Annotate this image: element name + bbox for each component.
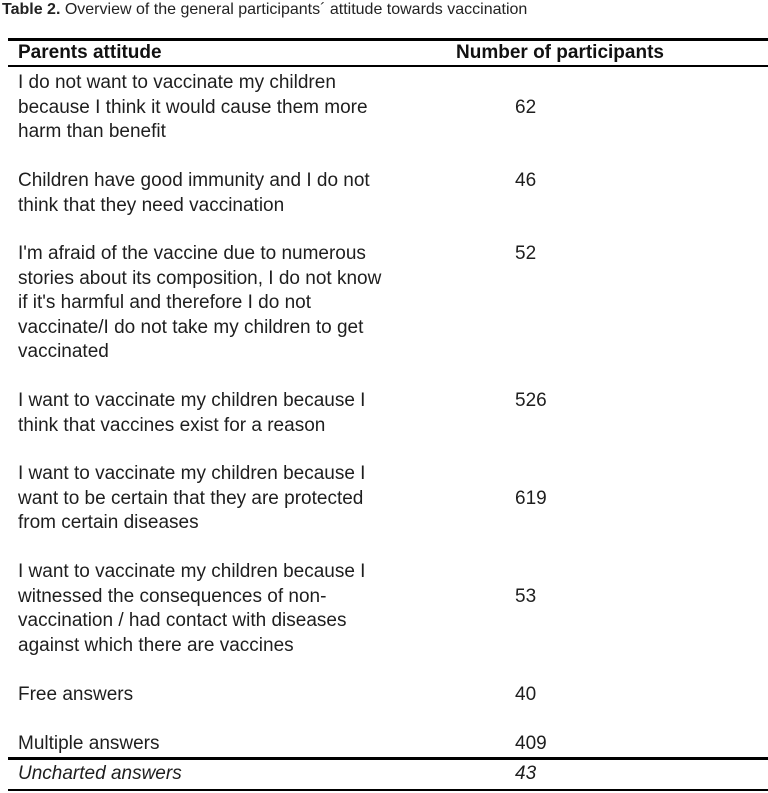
table-row-attitude: I'm afraid of the vaccine due to numerous stories about its composition, I do not know if it's harmful and therefore I do not vaccinate/I do not take my children to get vaccinated [18,243,382,362]
table-header-rule [8,65,768,67]
table-footer-count: 43 [515,763,537,784]
table-bottom-rule [8,789,768,791]
table-row-count: 40 [515,684,537,705]
table-footer-attitude: Uncharted answers [18,763,182,784]
table-row-count: 62 [515,97,537,118]
table-row-count: 52 [515,243,537,264]
attitude-table [8,38,768,792]
table-caption [2,0,527,20]
table-row-attitude: I want to vaccinate my children because I witnessed the consequences of non- vaccination / had contact with diseases against which there are vaccines [18,561,366,656]
table-row-attitude: Free answers [18,684,134,705]
column-header-attitude: Parents attitude [18,42,162,63]
table-footer-rule [8,757,768,760]
table-row-count: 619 [515,488,547,509]
table-row-count: 409 [515,733,547,754]
table-caption-text: Overview of the general participants´ attitude towards vaccination [60,1,528,18]
column-header-count: Number of participants [456,42,664,63]
table-row-count: 46 [515,170,537,191]
table-row-attitude: Children have good immunity and I do not think that they need vaccination [18,170,370,216]
table-row-count: 526 [515,390,547,411]
table-row-attitude: I do not want to vaccinate my children because I think it would cause them more harm than benefit [18,72,368,142]
table-caption-label: Table 2. [2,1,61,18]
table-row-attitude: I want to vaccinate my children because I want to be certain that they are protected from certain diseases [18,463,366,533]
table-row-count: 53 [515,586,537,607]
table-row-attitude: Multiple answers [18,733,160,754]
table-row-attitude: I want to vaccinate my children because I think that vaccines exist for a reason [18,390,366,436]
